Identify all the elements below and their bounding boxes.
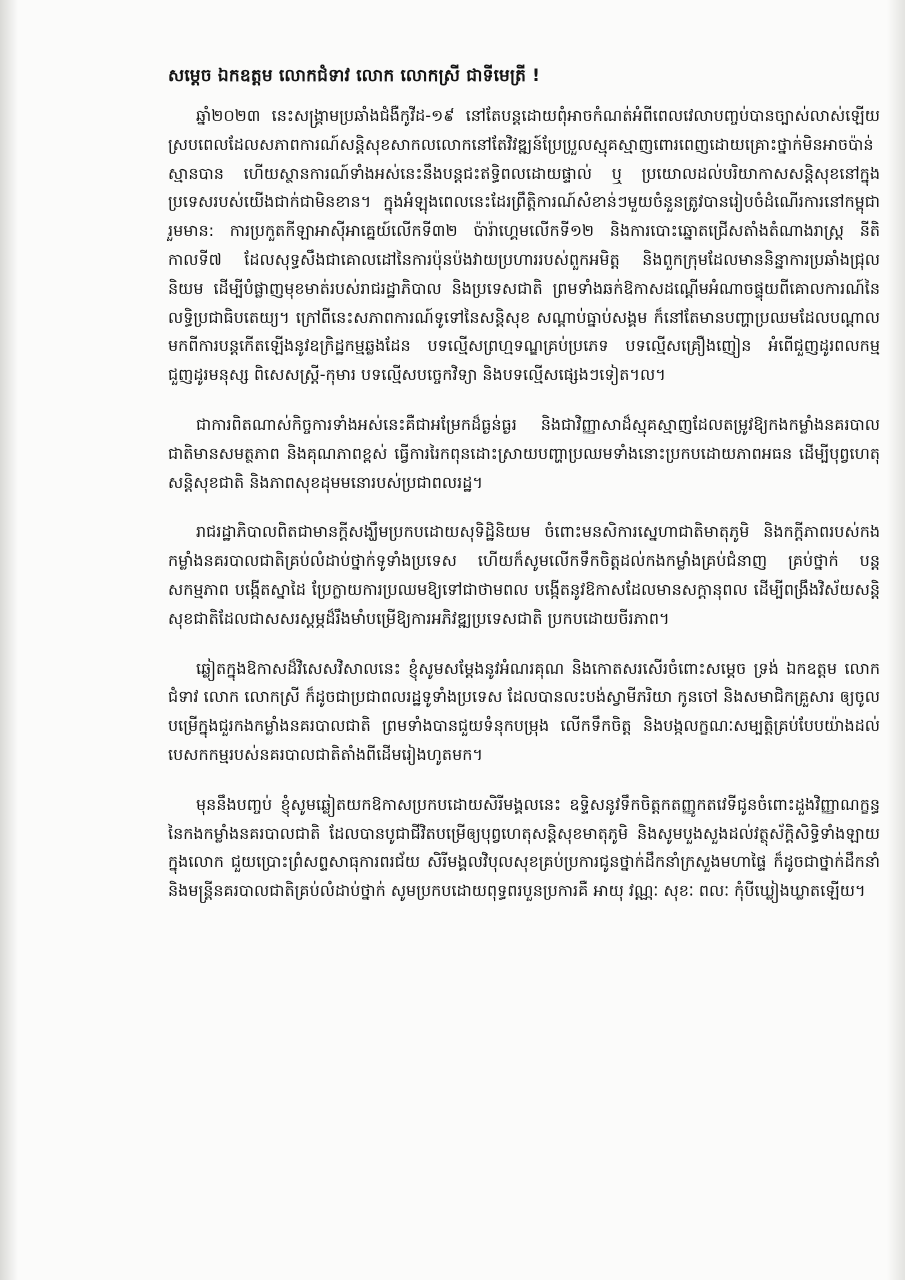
document-body [168,62,880,906]
paragraph-1: ឆ្នាំ២០២៣ នេះសង្គ្រាមប្រឆាំងជំងឺកូវីដ-១៩ នៅតែបន្តដោយពុំអាចកំណត់អំពីពេលវេលាបញ្ចប់បានច្បាស់លាស់ឡើយ ស្របពេលដែលសភាពការណ៍សន្តិសុខសាកលលោកនៅតែវិវឌ្ឍន៍ប្រែប្រួលស្មុគស្មាញពោរពេញដោយគ្រោះថ្នាក់មិនអាចប៉ាន់ស្មានបាន ហើយស្ថានការណ៍ទាំងអស់នេះនឹងបន្តជះឥទ្ធិពលដោយផ្ទាល់ ឬ ប្រយោលដល់បរិយាកាសសន្តិសុខនៅក្នុងប្រទេសរបស់យើងជាក់ជាមិនខាន។ ក្នុងអំឡុងពេលនេះដែរព្រឹត្តិការណ៍សំខាន់ៗមួយចំនួនត្រូវបានរៀបចំដំណើរការនៅកម្ពុជារួមមាន: ការប្រកួតកីឡាអាស៊ីអាគ្នេយ៍លើកទី៣២ ប៉ារ៉ាហ្គេមលើកទី១២ និងការបោះឆ្នោតជ្រើសតាំងតំណាងរាស្ត្រ នីតិកាលទី៧ ដែលសុទ្ធសឹងជាគោលដៅនៃការប៉ុនប៉ងវាយប្រហាររបស់ពួកអមិត្ត និងពួកក្រុមដែលមាននិន្នាការប្រឆាំងជ្រុលនិយម ដើម្បីបំផ្លាញមុខមាត់របស់រាជរដ្ឋាភិបាល និងប្រទេសជាតិ ព្រមទាំងឆក់ឱកាសដណ្តើមអំណាចផ្ទុយពីគោលការណ៍នៃលទ្ធិប្រជាធិបតេយ្យ។ ក្រៅពីនេះសភាពការណ៍ទូទៅនៃសន្តិសុខ សណ្តាប់ធ្នាប់សង្គម ក៏នៅតែមានបញ្ហាប្រឈមដែលបណ្តាលមកពីការបន្តកើតឡើងនូវឧក្រិដ្ឋកម្មឆ្លងដែន បទល្មើសព្រហ្មទណ្ឌគ្រប់ប្រភេទ បទល្មើសគ្រឿងញៀន អំពើជួញដូរពលកម្ម ជួញដូរមនុស្ស ពិសេសស្ត្រី-កុមារ បទល្មើសបច្ចេកវិទ្យា និងបទល្មើសផ្សេងៗទៀត។ល។ [168,106,880,385]
salutation-heading: សម្តេច ឯកឧត្តម លោកជំទាវ លោក លោកស្រី ជាទីមេត្រី ! [168,66,541,86]
page-left-edge [0,0,18,1280]
paragraph-3: រាជរដ្ឋាភិបាលពិតជាមានក្តីសង្ឃឹមប្រកបដោយសុទិដ្ឋិនិយម ចំពោះមនសិការស្នេហាជាតិមាតុភូមិ និងកក្តីភាពរបស់កងកម្លាំងនគរបាលជាតិគ្រប់លំដាប់ថ្នាក់ទូទាំងប្រទេស ហើយក៏សូមលើកទឹកចិត្តដល់កងកម្លាំងគ្រប់ជំនាញ គ្រប់ថ្នាក់ បន្តសកម្មភាព បង្កើតស្នាដៃ ប្រែក្លាយការប្រឈមឱ្យទៅជាថាមពល បង្កើតនូវឱកាសដែលមានសក្តានុពល ដើម្បីពង្រឹងវិស័យសន្តិសុខជាតិដែលជាសសរស្តម្ភដ៏រឹងមាំបម្រើឱ្យការអភិវឌ្ឍប្រទេសជាតិ ប្រកបដោយចីរភាព។ [168,522,880,628]
paragraph-2: ជាការពិតណាស់កិច្ចការទាំងអស់នេះគឺជាអម្រែកដ៏ធ្ងន់ធ្ងរ និងជាវិញ្ញាសាដ៏ស្មុគស្មាញដែលតម្រូវឱ្យកងកម្លាំងនគរបាលជាតិមានសមត្ថភាព និងគុណភាពខ្ពស់ ធ្វើការរៃកពុនដោះស្រាយបញ្ហាប្រឈមទាំងនោះប្រកបដោយភាពអធន ដើម្បីបុព្វហេតុសន្តិសុខជាតិ និងភាពសុខដុមមនោរបស់ប្រជាពលរដ្ឋ។ [168,414,880,492]
page-right-edge [887,0,905,1280]
paragraph-4: ឆ្លៀតក្នុងឱកាសដ៏វិសេសវិសាលនេះ ខ្ញុំសូមសម្តែងនូវអំណរគុណ និងកោតសរសើរចំពោះសម្តេច ទ្រង់ ឯកឧត្តម លោកជំទាវ លោក លោកស្រី ក៏ដូចជាប្រជាពលរដ្ឋទូទាំងប្រទេស ដែលបានលះបង់ស្វាមីភរិយា កូនចៅ និងសមាជិកគ្រួសារ ឲ្យចូលបម្រើក្នុងជួរកងកម្លាំងនគរបាលជាតិ ព្រមទាំងបានជួយទំនុកបម្រុង លើកទឹកចិត្ត និងបង្កលក្ខណៈសម្បត្តិគ្រប់បែបយ៉ាងដល់បេសកកម្មរបស់នគរបាលជាតិតាំងពីដើមរៀងហូតមក។ [168,658,880,764]
paragraph-5: មុននឹងបញ្ចប់ ខ្ញុំសូមឆ្លៀតយកឱកាសប្រកបដោយសិរីមង្គលនេះ ឧទ្ទិសនូវទឹកចិត្តកតញ្ញូកតវេទីជូនចំពោះដួងវិញ្ញាណក្ខន្ធនៃកងកម្លាំងនគរបាលជាតិ ដែលបានបូជាជីវិតបម្រើឲ្យបុព្វហេតុសន្តិសុខមាតុភូមិ និងសូមបួងសួងដល់វត្ថុស័ក្តិសិទ្ធិទាំងឡាយក្នុងលោក ជួយប្រោះព្រំសព្ទសាធុការពរជ័យ សិរីមង្គលវិបុលសុខគ្រប់ប្រការជូនថ្នាក់ដឹកនាំក្រសួងមហាផ្ទៃ ក៏ដូចជាថ្នាក់ដឹកនាំ និងមន្ត្រីនគរបាលជាតិគ្រប់លំដាប់ថ្នាក់ សូមប្រកបដោយពុទ្ធពរបួនប្រការគឺ អាយុ វណ្ណៈ សុខៈ ពលៈ កុំបីឃ្លៀងឃ្លាតឡើយ។ [168,794,880,901]
